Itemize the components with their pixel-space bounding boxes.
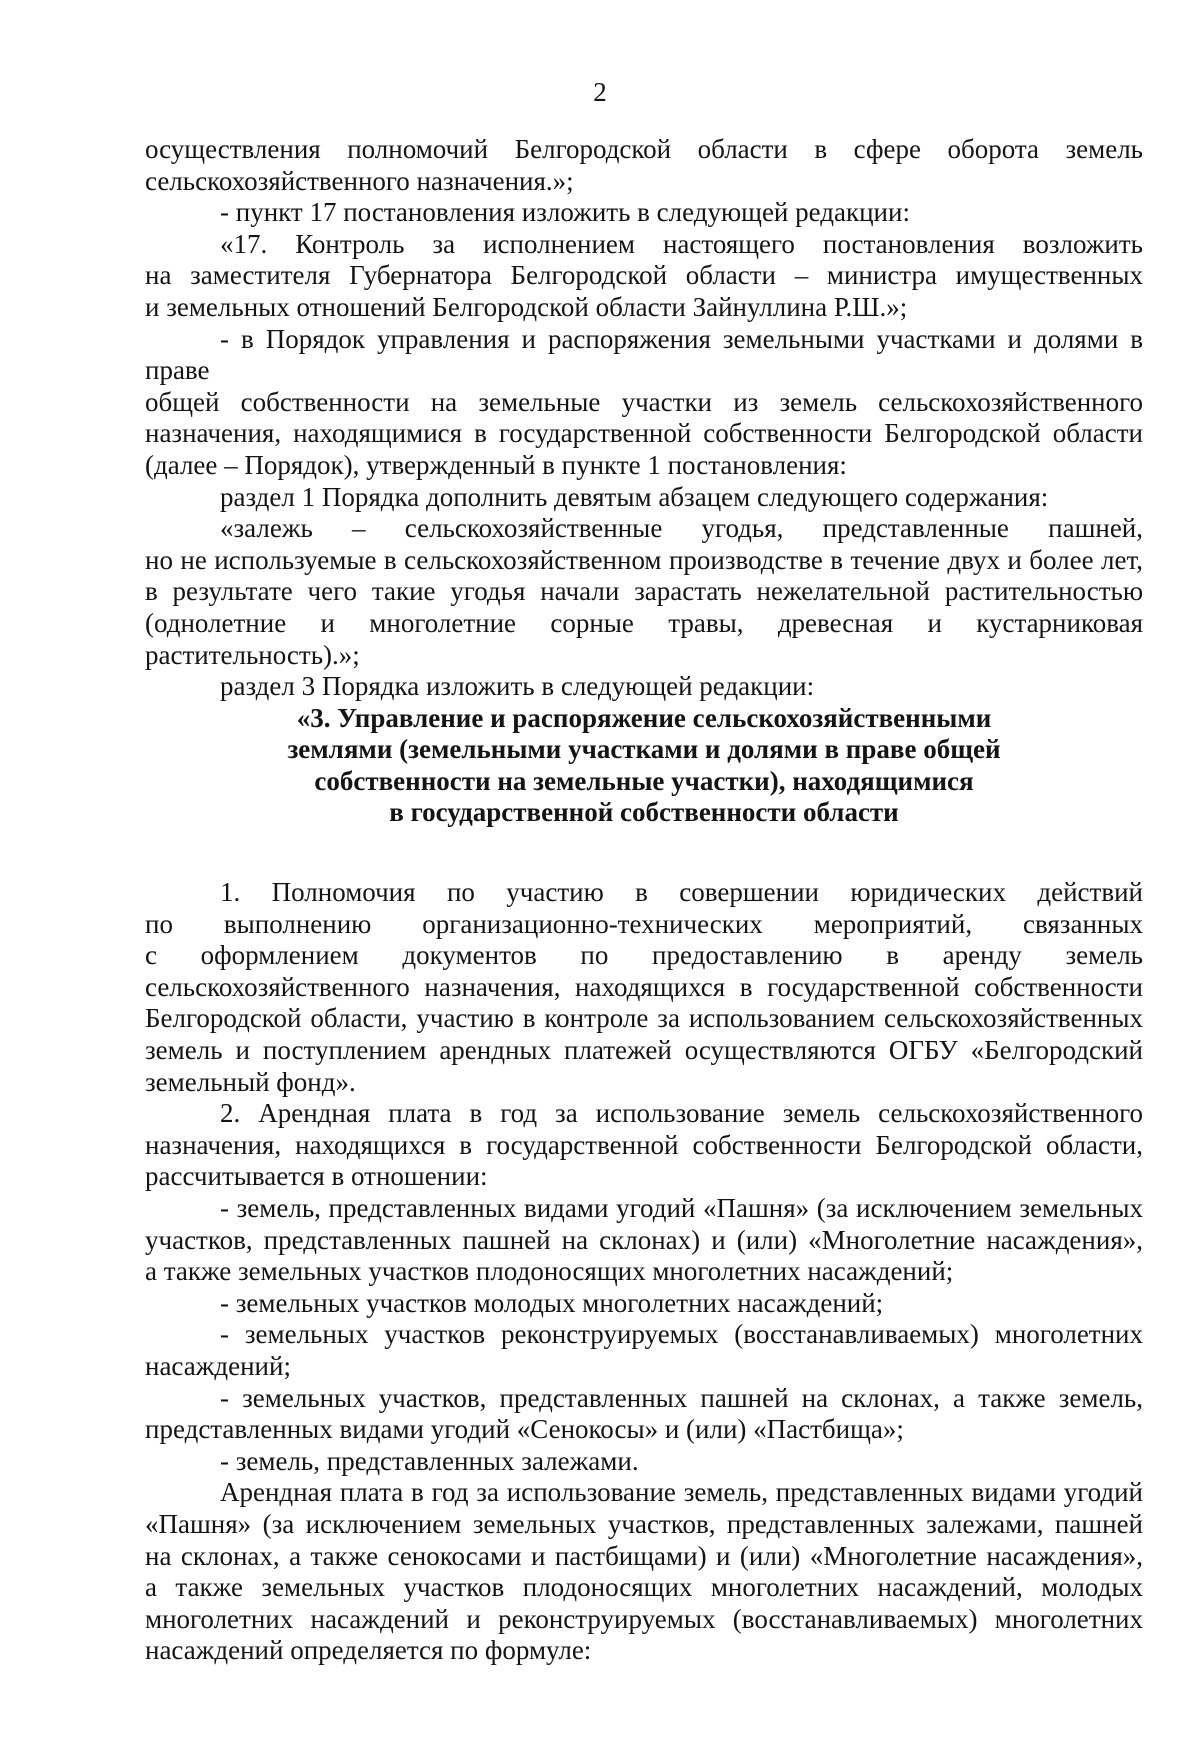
paragraph-line: по выполнению организационно-технических мероприятий, связанных [145, 908, 1143, 939]
paragraph-line: растительность).»; [145, 639, 360, 670]
section-gap [145, 829, 1143, 877]
paragraph-line: назначения, находящимися в государственной собственности Белгородской области [145, 418, 1143, 449]
paragraph-line: «Пашня» (за исключением земельных участков, представленных залежами, пашней [145, 1508, 1143, 1539]
paragraph-line: - земель, представленных видами угодий «Пашня» (за исключением земельных [220, 1193, 1143, 1223]
heading-line: «3. Управление и распоряжение сельскохозяйственными [296, 702, 992, 733]
paragraph-line: участков, представленных пашней на склонах) и (или) «Многолетние насаждения», [145, 1224, 1143, 1255]
paragraph-line: в результате чего такие угодья начали зарастать нежелательной растительностью [145, 576, 1143, 607]
paragraph-line: «17. Контроль за исполнением настоящего постановления возложить [220, 228, 1143, 259]
paragraph-line: насаждений; [145, 1350, 291, 1381]
paragraph-line: - земель, представленных залежами. [220, 1445, 639, 1476]
paragraph-line: «залежь – сельскохозяйственные угодья, представленные пашней, [220, 513, 1143, 544]
paragraph-line: - пункт 17 постановления изложить в следующей редакции: [220, 197, 910, 228]
paragraph-line: общей собственности на земельные участки из земель сельскохозяйственного [145, 386, 1143, 417]
paragraph-line: земель и поступлением арендных платежей осуществляются ОГБУ «Белгородский [145, 1035, 1143, 1066]
paragraph-line: раздел 1 Порядка дополнить девятым абзацем следующего содержания: [220, 481, 1049, 512]
paragraph-line: 2. Арендная плата в год за использование земель сельскохозяйственного [220, 1098, 1143, 1129]
paragraph-line: земельный фонд». [145, 1066, 356, 1097]
paragraph-line: 1. Полномочия по участию в совершении юридических действий [220, 877, 1143, 908]
paragraph-line: рассчитывается в отношении: [145, 1161, 488, 1192]
paragraph-line: сельскохозяйственного назначения.»; [145, 165, 574, 196]
paragraph-line: Арендная плата в год за использование земель, представленных видами угодий [220, 1477, 1143, 1508]
heading-line: в государственной собственности области [389, 797, 899, 828]
section-heading [264, 703, 1024, 829]
paragraph-line: насаждений определяется по формуле: [145, 1635, 592, 1666]
paragraph-line: сельскохозяйственного назначения, находящихся в государственной собственности [145, 971, 1143, 1002]
paragraph-line: (далее – Порядок), утвержденный в пункте 1 постановления: [145, 449, 847, 480]
heading-line: собственности на земельные участки), находящимися [314, 765, 974, 796]
paragraph-line: назначения, находящихся в государственной собственности Белгородской области, [145, 1129, 1143, 1160]
paragraph-line: - земельных участков молодых многолетних насаждений; [220, 1287, 884, 1318]
paragraph-line: но не используемые в сельскохозяйственном производстве в течение двух и более лет, [145, 544, 1143, 575]
paragraph-line: на заместителя Губернатора Белгородской области – министра имущественных [145, 260, 1143, 291]
paragraph-line: осуществления полномочий Белгородской области в сфере оборота земель [145, 134, 1143, 164]
paragraph-line: многолетних насаждений и реконструируемых (восстанавливаемых) многолетних [145, 1603, 1143, 1634]
paragraph-line: - земельных участков реконструируемых (восстанавливаемых) многолетних [220, 1319, 1143, 1350]
paragraph-line: и земельных отношений Белгородской области Зайнуллина Р.Ш.»; [145, 291, 908, 322]
document-body [145, 134, 1143, 1667]
document-section-top [145, 134, 1143, 703]
paragraph-line: представленных видами угодий «Сенокосы» и (или) «Пастбища»; [145, 1414, 904, 1445]
paragraph-line: - в Порядок управления и распоряжения земельными участками и долями в праве [145, 323, 1143, 386]
paragraph-line: а также земельных участков плодоносящих многолетних насаждений, молодых [145, 1572, 1143, 1603]
paragraph-line: с оформлением документов по предоставлению в аренду земель [145, 940, 1143, 971]
paragraph-line: на склонах, а также сенокосами и пастбищами) и (или) «Многолетние насаждения», [145, 1540, 1143, 1571]
document-section-bottom [145, 877, 1143, 1667]
page-number: 2 [593, 77, 607, 107]
paragraph-line: - земельных участков, представленных пашней на склонах, а также земель, [220, 1382, 1143, 1413]
heading-line: землями (земельными участками и долями в праве общей [287, 734, 1001, 765]
paragraph-line: а также земельных участков плодоносящих многолетних насаждений; [145, 1256, 954, 1287]
paragraph-line: (однолетние и многолетние сорные травы, древесная и кустарниковая [145, 607, 1143, 638]
paragraph-line: раздел 3 Порядка изложить в следующей редакции: [220, 671, 815, 702]
paragraph-line: Белгородской области, участию в контроле за использованием сельскохозяйственных [145, 1003, 1143, 1034]
